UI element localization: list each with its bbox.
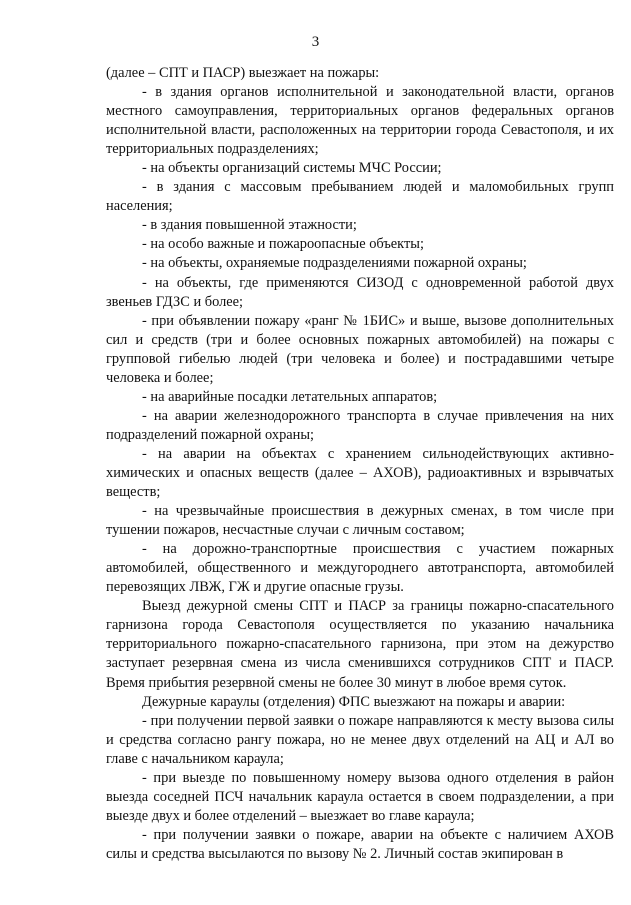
list-item: - на аварийные посадки летательных аппаратов; [142,388,438,405]
paragraph: Дежурные караулы (отделения) ФПС выезжают на пожары и аварии: [142,693,566,710]
list-item: - на объекты организаций системы МЧС России; [142,160,442,177]
list-item: - при получении заявки о пожаре, аварии на объекте с наличием АХОВ силы и средства высылаются по вызову № 2. Личный состав экипирован в [106,826,614,862]
page-number: 3 [311,34,320,50]
list-item: - при объявлении пожару «ранг № 1БИС» и выше, вызове дополнительных сил и средств (три и более основных пожарных автомобилей) на пожары с групповой гибелью людей (три человека и более) и пострадавшими четыре человека и более; [106,312,614,386]
list-item: - на чрезвычайные происшествия в дежурных сменах, в том числе при тушении пожаров, несчастные случаи с личным составом; [106,503,614,539]
list-item: - на дорожно-транспортные происшествия с участием пожарных автомобилей, общественного и междугороднего автотранспорта, автомобилей перевозящих ЛВЖ, ГЖ и другие опасные грузы. [106,541,614,596]
document-body [106,64,614,864]
list-item: - на объекты, где применяются СИЗОД с одновременной работой двух звеньев ГДЗС и более; [106,274,614,310]
list-item: - на аварии железнодорожного транспорта в случае привлечения на них подразделений пожарной охраны; [106,407,614,443]
paragraph: Выезд дежурной смены СПТ и ПАСР за границы пожарно-спасательного гарнизона города Севастополя осуществляется по указанию начальника территориального пожарно-спасательного гарнизона, при этом на дежурство заступает резервная смена из числа сменившихся сотрудников СПТ и ПАСР. Время прибытия резервной смены не более 30 минут в любое время суток. [106,598,614,691]
list-item: - в здания органов исполнительной и законодательной власти, органов местного самоуправления, территориальных органов федеральных органов исполнительной власти, расположенных на территории города Севастополя, и их территориальных подразделениях; [106,84,614,158]
paragraph-intro: (далее – СПТ и ПАСР) выезжает на пожары: [106,65,380,81]
list-item: - в здания повышенной этажности; [142,217,357,234]
list-item: - в здания с массовым пребыванием людей и маломобильных групп населения; [106,179,614,215]
list-item: - на особо важные и пожароопасные объекты; [142,236,424,253]
list-item: - на объекты, охраняемые подразделениями пожарной охраны; [142,255,527,272]
list-item: - на аварии на объектах с хранением сильнодействующих активно-химических и опасных веществ (далее – АХОВ), радиоактивных и взрывчатых веществ; [106,445,614,501]
list-item: - при получении первой заявки о пожаре направляются к месту вызова силы и средства согласно рангу пожара, но не менее двух отделений на АЦ и АЛ во главе с начальником караула; [106,712,614,767]
list-item: - при выезде по повышенному номеру вызова одного отделения в район выезда соседней ПСЧ начальник караула остается в своем подразделении, а при выезде двух и более отделений – выезжает во главе караула; [106,769,614,824]
